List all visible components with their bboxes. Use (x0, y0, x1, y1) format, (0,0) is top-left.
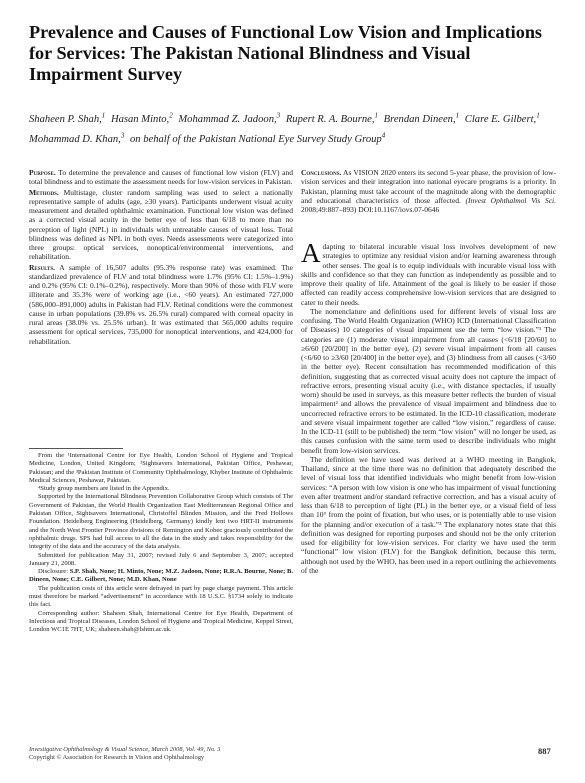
abstract-conclusions: Conclusions. As VISION 2020 enters its second 5-year phase, the provision of low-vision services and their integration into national eyecare programs is a priority. In Pakistan, planning must take account of the magnitude along with the demographic and educational characteristics of those affected. (Invest Ophthalmol Vis Sci. 2008;49:887–893) DOI:10.1167/iovs.07-0646 (301, 168, 556, 214)
author: Mohammad D. Khan,$^3$ (29, 131, 125, 146)
page-footer (29, 746, 221, 762)
author-list (29, 107, 559, 148)
footnote-correspondence: Corresponding author: Shaheen Shah, International Centre for Eye Health, Department of Infectious and Tropical Diseases, London School of Hygiene and Tropical Medicine, Keppel Street, London WC1E 7HT, UK; shaheen.shah@lshtm.ac.uk. (29, 609, 293, 634)
footnote-submitted: Submitted for publication May 31, 2007; revised July 6 and September 3, 2007; accepted January 21, 2008. (29, 551, 293, 567)
footnote-affiliations: From the ¹International Centre for Eye Health, London School of Hygiene and Tropical Medicine, London, United Kingdom; ²Sightsavers International, Pakistan Office, Peshawar, Pakistan; and the ³Pakistan Institute of Community Ophthalmology, Khyber Institute of Ophthalmic Medical Sciences, Peshawar, Pakistan. (29, 452, 293, 484)
body-paragraph: The nomenclature and definitions used for different levels of visual loss are confusing. The World Health Organization (WHO) ICD (International Classification of Diseases) 10 categories of visual impairment use the term “low vision.”¹ The categories are (1) moderate visual impairment from all causes (<6/18 [20/60] to ≥6/60 [20/200] in the better eye), (2) severe visual impairment from all causes (<6/60 to ≥3/60 [20/400] in the better eye), and (3) blindness from all causes (<3/60 in the better eye). Recent consultation has recommended modification of this definition, suggesting that as corrected visual acuity does not capture the impact of refractive errors, presenting visual acuity (i.e., with distance spectacles, if usually worn) should be used in surveys, as this measure better reflects the burden of visual impairment² and allows the prevalence of visual impairment and blindness due to uncorrected refractive errors to be estimated. In the ICD-10 classification, moderate and severe visual impairment together are called “low vision,” regardless of cause. In the ICD-11 (still to be published) the term “low vision” will no longer be used, as this causes confusion with the same term used to describe individuals who might benefit from low-vision services. (301, 306, 556, 455)
citation-details: 2008;49:887–893) DOI:10.1167/iovs.07-0646 (301, 205, 440, 214)
footnote-study-group: ⁴Study group members are listed in the Appendix. (38, 485, 170, 493)
page-number: 887 (538, 746, 551, 756)
body-text-column (301, 238, 556, 575)
footnote-support: Supported by the International Blindness Prevention Collaborative Group which consists of The Government of Pakistan, the World Health Organization East Mediterranean Regional Office and Pakistan Office, Sightsavers International, Christoffel Blinden Mission, and the Fred Hollows Foundation. Heidelberg Engineering (Heidelberg, Germany) kindly lent two HRT-II instruments and the North West Frontier Province divisions of Remington and Kobec graciously contributed the ophthalmic drugs. SPS had full access to all the data in the study and takes responsibility for the integrity of the data and the accuracy of the data analysis. (29, 493, 293, 551)
author: Clare E. Gilbert,$^1$ (464, 111, 540, 125)
author: Brendan Dineen,$^1$ (383, 111, 460, 125)
body-paragraph: The definition we have used was derived at a WHO meeting in Bangkok, Thailand, since at the time there was no definition that adequately described the level of visual loss that identified individuals who might benefit from low-vision services: “A person with low vision is one who has impairment of visual functioning even after treatment and/or standard refractive correction, and has a visual acuity of less than 6/18 to perception of light (PL) in the better eye, or a visual field of less than 10° from the point of fixation, but who uses, or is potentially able to use vision for the planning and/or execution of a task.”³ The explanatory notes state that this definition was designed for reporting purposes and should not be the only criterion used for eligibility for low-vision services. For clarity we have used the term “functional” low vision (FLV) for the Bangkok definition, because this term, although not used by the WHO, has been used in a report outlining the achievements of the (301, 454, 556, 575)
abstract-left-column (29, 168, 293, 346)
author: on behalf of the Pakistan National Eye Survey Study Group$^4$ (129, 131, 386, 146)
abstract-purpose: Purpose. To determine the prevalence and causes of functional low vision (FLV) and total blindness and to estimate the assessment needs for low-vision services in Pakistan. (29, 168, 293, 187)
footnotes (29, 452, 293, 635)
drop-cap: A (301, 238, 321, 268)
author: Shaheen P. Shah,$^1$ (29, 111, 106, 125)
footnote-disclosure: Disclosure: S.P. Shah, None; H. Minto, None; M.Z. Jadoon, None; R.R.A. Bourne, None; B. Dineen, None; C.E. Gilbert, None; M.D. Khan, None (29, 568, 293, 584)
abstract-methods: Methods. Multistage, cluster random sampling was used to select a nationally representative sample of adults (age, ≥30 years). Participants underwent visual acuity measurement and detailed ophthalmic examination. Functional low vision was defined as a corrected visual acuity in the better eye of less than 6/18 to more than no perception of light (NPL) in individuals with untreatable causes of visual loss. Total blindness was defined as NPL in both eyes. Needs assessments were categorized into three groups: optical services, nonoptical/environmental interventions, and rehabilitation. (29, 187, 294, 262)
body-paragraph: Adapting to bilateral incurable visual loss involves development of new strategies to optimize any residual vision and/or learning awareness through other senses. The goal is to equip individuals with incurable visual loss with skills and confidence so that they can function as independently as possible and to improve their quality of life. Attainment of the goal is likely to be easier if those affected can readily access comprehensive low-vision services that are designed to cater to their needs. (301, 238, 556, 307)
abstract-right-column (301, 168, 556, 214)
citation-journal: (Invest Ophthalmol Vis Sci. (465, 195, 556, 205)
footer-copyright: Copyright © Association for Research in Vision and Ophthalmology (29, 754, 205, 761)
author: Rupert R. A. Bourne,$^1$ (285, 111, 378, 125)
abstract-results: Results. A sample of 16,507 adults (95.3% response rate) was examined. The standardized prevalence of FLV and total blindness were 1.7% (95% CI: 1.5%–1.9%) and 0.2% (95% CI: 0.1%–0.2%), respectively. More than 90% of those with FLV were illiterate and 35.3% were of working age (i.e., <60 years). An estimated 727,000 (586,000–891,000) adults in Pakistan had FLV. Retinal conditions were the commonest cause in urban populations (39.8% vs. 26.5% rural) compared with corneal opacity in rural areas (38.0% vs. 25.5% urban). It was estimated that 565,000 adults require assessment for optical services, 735,000 for nonoptical interventions, and 424,000 for rehabilitation. (29, 262, 293, 346)
author: Mohammad Z. Jadoon,$^3$ (178, 111, 281, 125)
footer-journal: Investigative Ophthalmology & Visual Science, March 2008, Vol. 49, No. 3 (29, 746, 221, 753)
footnote-divider (29, 448, 123, 449)
article-title: Prevalence and Causes of Functional Low Vision and Implications for Services: The Pakistan National Blindness and Visual Impairment Survey (29, 22, 543, 84)
author: Hasan Minto,$^2$ (110, 111, 173, 125)
footnote-charges: The publication costs of this article were defrayed in part by page charge payment. This article must therefore be marked “advertisement” in accordance with 18 U.S.C. §1734 solely to indicate this fact. (29, 584, 293, 609)
